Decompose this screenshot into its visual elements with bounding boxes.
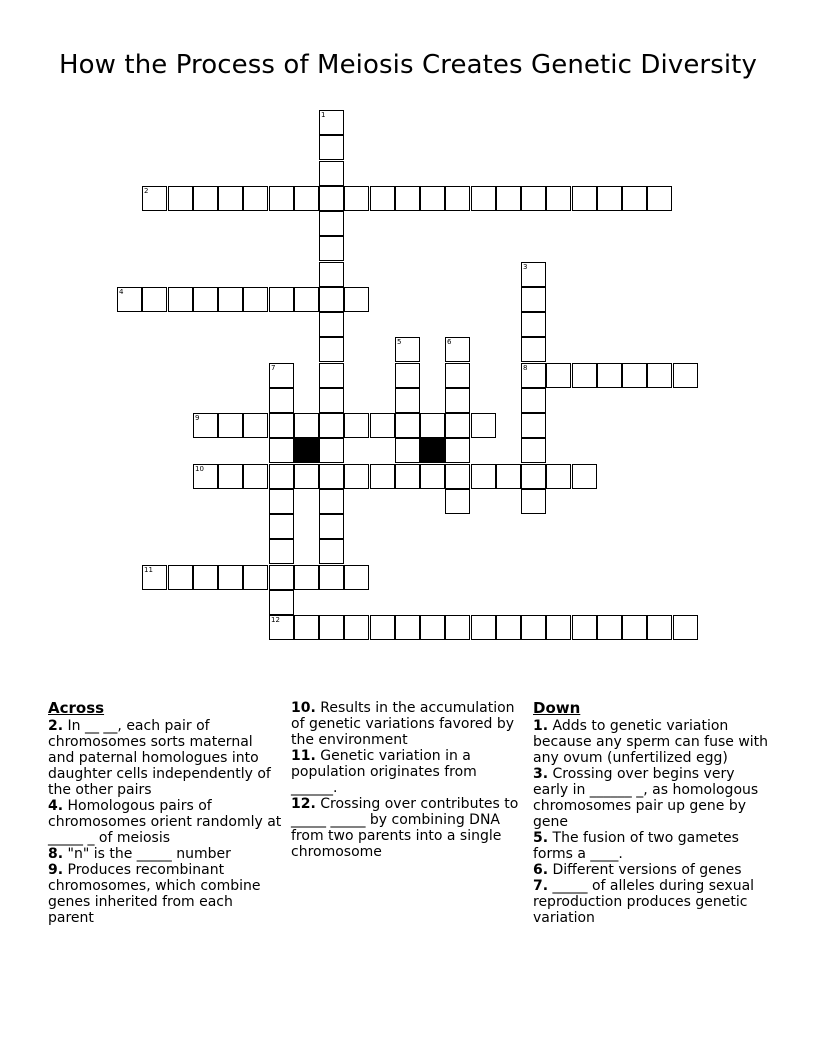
- grid-cell[interactable]: [546, 186, 571, 211]
- grid-cell[interactable]: [269, 489, 294, 514]
- grid-cell[interactable]: [370, 615, 395, 640]
- grid-cell[interactable]: [319, 236, 344, 261]
- clue-number: 11: [144, 566, 153, 574]
- across-clue-8: 8. "n" is the _____ number: [48, 846, 231, 862]
- grid-cell[interactable]: [622, 615, 647, 640]
- grid-cell[interactable]: [243, 413, 268, 438]
- grid-cell[interactable]: [319, 514, 344, 539]
- grid-cell[interactable]: [395, 615, 420, 640]
- grid-cell[interactable]: [521, 337, 546, 362]
- down-clue-1: 1. Adds to genetic variation because any sperm can fuse with any ovum (unfertilized egg): [533, 718, 769, 766]
- grid-cell[interactable]: [572, 464, 597, 489]
- grid-cell[interactable]: [572, 186, 597, 211]
- down-clues-column: [533, 700, 773, 926]
- black-cell: [420, 438, 445, 463]
- grid-cell[interactable]: [218, 287, 243, 312]
- grid-cell[interactable]: [647, 363, 672, 388]
- down-clue-7: 7. _____ of alleles during sexual reproduction produces genetic variation: [533, 878, 755, 926]
- grid-cell[interactable]: [319, 489, 344, 514]
- grid-cell[interactable]: [319, 615, 344, 640]
- clue-number: 4: [119, 288, 124, 296]
- grid-cell[interactable]: [243, 186, 268, 211]
- grid-cell[interactable]: [294, 186, 319, 211]
- grid-cell[interactable]: [294, 565, 319, 590]
- grid-cell[interactable]: [319, 135, 344, 160]
- grid-cell[interactable]: [344, 464, 369, 489]
- down-heading: Down: [533, 699, 581, 717]
- grid-cell[interactable]: [572, 615, 597, 640]
- down-clue-6: 6. Different versions of genes: [533, 862, 742, 878]
- grid-cell[interactable]: [445, 489, 470, 514]
- across-clue-2: 2. In __ __, each pair of chromosomes sorts maternal and paternal homologues into daughter cells independently of the other pairs: [48, 718, 271, 798]
- grid-cell[interactable]: [344, 287, 369, 312]
- grid-cell[interactable]: [420, 464, 445, 489]
- grid-cell[interactable]: [218, 413, 243, 438]
- grid-cell[interactable]: [319, 565, 344, 590]
- grid-cell[interactable]: [269, 565, 294, 590]
- clue-number: 12: [271, 616, 280, 624]
- clue-number: 7: [271, 364, 276, 372]
- grid-cell[interactable]: [269, 388, 294, 413]
- grid-cell[interactable]: [142, 186, 167, 211]
- grid-cell[interactable]: [319, 186, 344, 211]
- grid-cell[interactable]: [319, 110, 344, 135]
- grid-cell[interactable]: [269, 514, 294, 539]
- grid-cell[interactable]: [319, 337, 344, 362]
- grid-cell[interactable]: [319, 464, 344, 489]
- grid-cell[interactable]: [370, 413, 395, 438]
- grid-cell[interactable]: [521, 489, 546, 514]
- clue-number: 3: [523, 263, 528, 271]
- grid-cell[interactable]: [471, 413, 496, 438]
- grid-cell[interactable]: [647, 615, 672, 640]
- grid-cell[interactable]: [673, 363, 698, 388]
- clue-number: 8: [523, 364, 528, 372]
- grid-cell[interactable]: [521, 186, 546, 211]
- down-clue-3: 3. Crossing over begins very early in ______ _, as homologous chromosomes pair up gene by gene: [533, 766, 759, 830]
- grid-cell[interactable]: [193, 413, 218, 438]
- grid-cell[interactable]: [269, 363, 294, 388]
- clue-number: 6: [447, 338, 452, 346]
- clue-number: 9: [195, 414, 200, 422]
- grid-cell[interactable]: [294, 615, 319, 640]
- grid-cell[interactable]: [597, 363, 622, 388]
- grid-cell[interactable]: [218, 186, 243, 211]
- grid-cell[interactable]: [445, 363, 470, 388]
- grid-cell[interactable]: [269, 464, 294, 489]
- clue-number: 5: [397, 338, 402, 346]
- grid-cell[interactable]: [521, 388, 546, 413]
- grid-cell[interactable]: [168, 565, 193, 590]
- grid-cell[interactable]: [142, 565, 167, 590]
- grid-cell[interactable]: [269, 590, 294, 615]
- grid-cell[interactable]: [445, 413, 470, 438]
- grid-cell[interactable]: [243, 287, 268, 312]
- grid-cell[interactable]: [445, 438, 470, 463]
- grid-cell[interactable]: [420, 615, 445, 640]
- grid-cell[interactable]: [269, 287, 294, 312]
- grid-cell[interactable]: [622, 363, 647, 388]
- grid-cell[interactable]: [269, 186, 294, 211]
- grid-cell[interactable]: [445, 388, 470, 413]
- grid-cell[interactable]: [142, 287, 167, 312]
- grid-cell[interactable]: [294, 287, 319, 312]
- grid-cell[interactable]: [218, 565, 243, 590]
- black-cell: [294, 438, 319, 463]
- grid-cell[interactable]: [445, 464, 470, 489]
- grid-cell[interactable]: [319, 438, 344, 463]
- grid-cell[interactable]: [319, 413, 344, 438]
- grid-cell[interactable]: [168, 186, 193, 211]
- grid-cell[interactable]: [395, 363, 420, 388]
- across-clue-9: 9. Produces recombinant chromosomes, which combine genes inherited from each parent: [48, 862, 261, 926]
- across-clues-column-2: [291, 700, 526, 860]
- grid-cell[interactable]: [370, 186, 395, 211]
- grid-cell[interactable]: [243, 565, 268, 590]
- grid-cell[interactable]: [319, 312, 344, 337]
- grid-cell[interactable]: [344, 565, 369, 590]
- grid-cell[interactable]: [496, 615, 521, 640]
- grid-cell[interactable]: [546, 363, 571, 388]
- across-clues-column-1: [48, 700, 283, 926]
- grid-cell[interactable]: [319, 161, 344, 186]
- grid-cell[interactable]: [521, 287, 546, 312]
- grid-cell[interactable]: [395, 413, 420, 438]
- grid-cell[interactable]: [269, 615, 294, 640]
- grid-cell[interactable]: [622, 186, 647, 211]
- grid-cell[interactable]: [496, 186, 521, 211]
- across-clue-4: 4. Homologous pairs of chromosomes orient randomly at _____ _ of meiosis: [48, 798, 282, 846]
- grid-cell[interactable]: [521, 262, 546, 287]
- down-clue-5: 5. The fusion of two gametes forms a ____.: [533, 830, 739, 862]
- grid-cell[interactable]: [445, 615, 470, 640]
- across-clue-11: 11. Genetic variation in a population originates from ______.: [291, 748, 477, 796]
- grid-cell[interactable]: [193, 565, 218, 590]
- grid-cell[interactable]: [344, 615, 369, 640]
- grid-cell[interactable]: [572, 363, 597, 388]
- grid-cell[interactable]: [193, 464, 218, 489]
- grid-cell[interactable]: [193, 186, 218, 211]
- grid-cell[interactable]: [445, 337, 470, 362]
- grid-cell[interactable]: [471, 464, 496, 489]
- grid-cell[interactable]: [117, 287, 142, 312]
- grid-cell[interactable]: [370, 464, 395, 489]
- grid-cell[interactable]: [269, 539, 294, 564]
- grid-cell[interactable]: [319, 363, 344, 388]
- grid-cell[interactable]: [546, 615, 571, 640]
- grid-cell[interactable]: [521, 363, 546, 388]
- grid-cell[interactable]: [269, 413, 294, 438]
- page-title: How the Process of Meiosis Creates Genetic Diversity: [59, 50, 757, 80]
- grid-cell[interactable]: [294, 413, 319, 438]
- grid-cell[interactable]: [597, 615, 622, 640]
- grid-cell[interactable]: [218, 464, 243, 489]
- grid-cell[interactable]: [673, 615, 698, 640]
- grid-cell[interactable]: [521, 312, 546, 337]
- grid-cell[interactable]: [471, 186, 496, 211]
- grid-cell[interactable]: [395, 337, 420, 362]
- grid-cell[interactable]: [294, 464, 319, 489]
- grid-cell[interactable]: [521, 464, 546, 489]
- grid-cell[interactable]: [344, 413, 369, 438]
- clue-number: 1: [321, 111, 326, 119]
- grid-cell[interactable]: [193, 287, 218, 312]
- across-clue-12: 12. Crossing over contributes to _____ _____ by combining DNA from two parents into a single chromosome: [291, 796, 519, 860]
- clue-number: 10: [195, 465, 204, 473]
- grid-cell[interactable]: [395, 186, 420, 211]
- grid-cell[interactable]: [395, 464, 420, 489]
- grid-cell[interactable]: [243, 464, 268, 489]
- grid-cell[interactable]: [521, 615, 546, 640]
- clue-number: 2: [144, 187, 149, 195]
- grid-cell[interactable]: [319, 262, 344, 287]
- grid-cell[interactable]: [319, 211, 344, 236]
- grid-cell[interactable]: [471, 615, 496, 640]
- grid-cell[interactable]: [319, 388, 344, 413]
- grid-cell[interactable]: [597, 186, 622, 211]
- grid-cell[interactable]: [445, 186, 470, 211]
- grid-cell[interactable]: [420, 413, 445, 438]
- grid-cell[interactable]: [319, 539, 344, 564]
- grid-cell[interactable]: [344, 186, 369, 211]
- grid-cell[interactable]: [521, 413, 546, 438]
- grid-cell[interactable]: [319, 287, 344, 312]
- grid-cell[interactable]: [647, 186, 672, 211]
- grid-cell[interactable]: [168, 287, 193, 312]
- grid-cell[interactable]: [269, 438, 294, 463]
- grid-cell[interactable]: [521, 438, 546, 463]
- grid-cell[interactable]: [395, 438, 420, 463]
- across-heading: Across: [48, 699, 105, 717]
- grid-cell[interactable]: [546, 464, 571, 489]
- grid-cell[interactable]: [420, 186, 445, 211]
- grid-cell[interactable]: [395, 388, 420, 413]
- grid-cell[interactable]: [496, 464, 521, 489]
- across-clue-10: 10. Results in the accumulation of genetic variations favored by the environment: [291, 700, 515, 748]
